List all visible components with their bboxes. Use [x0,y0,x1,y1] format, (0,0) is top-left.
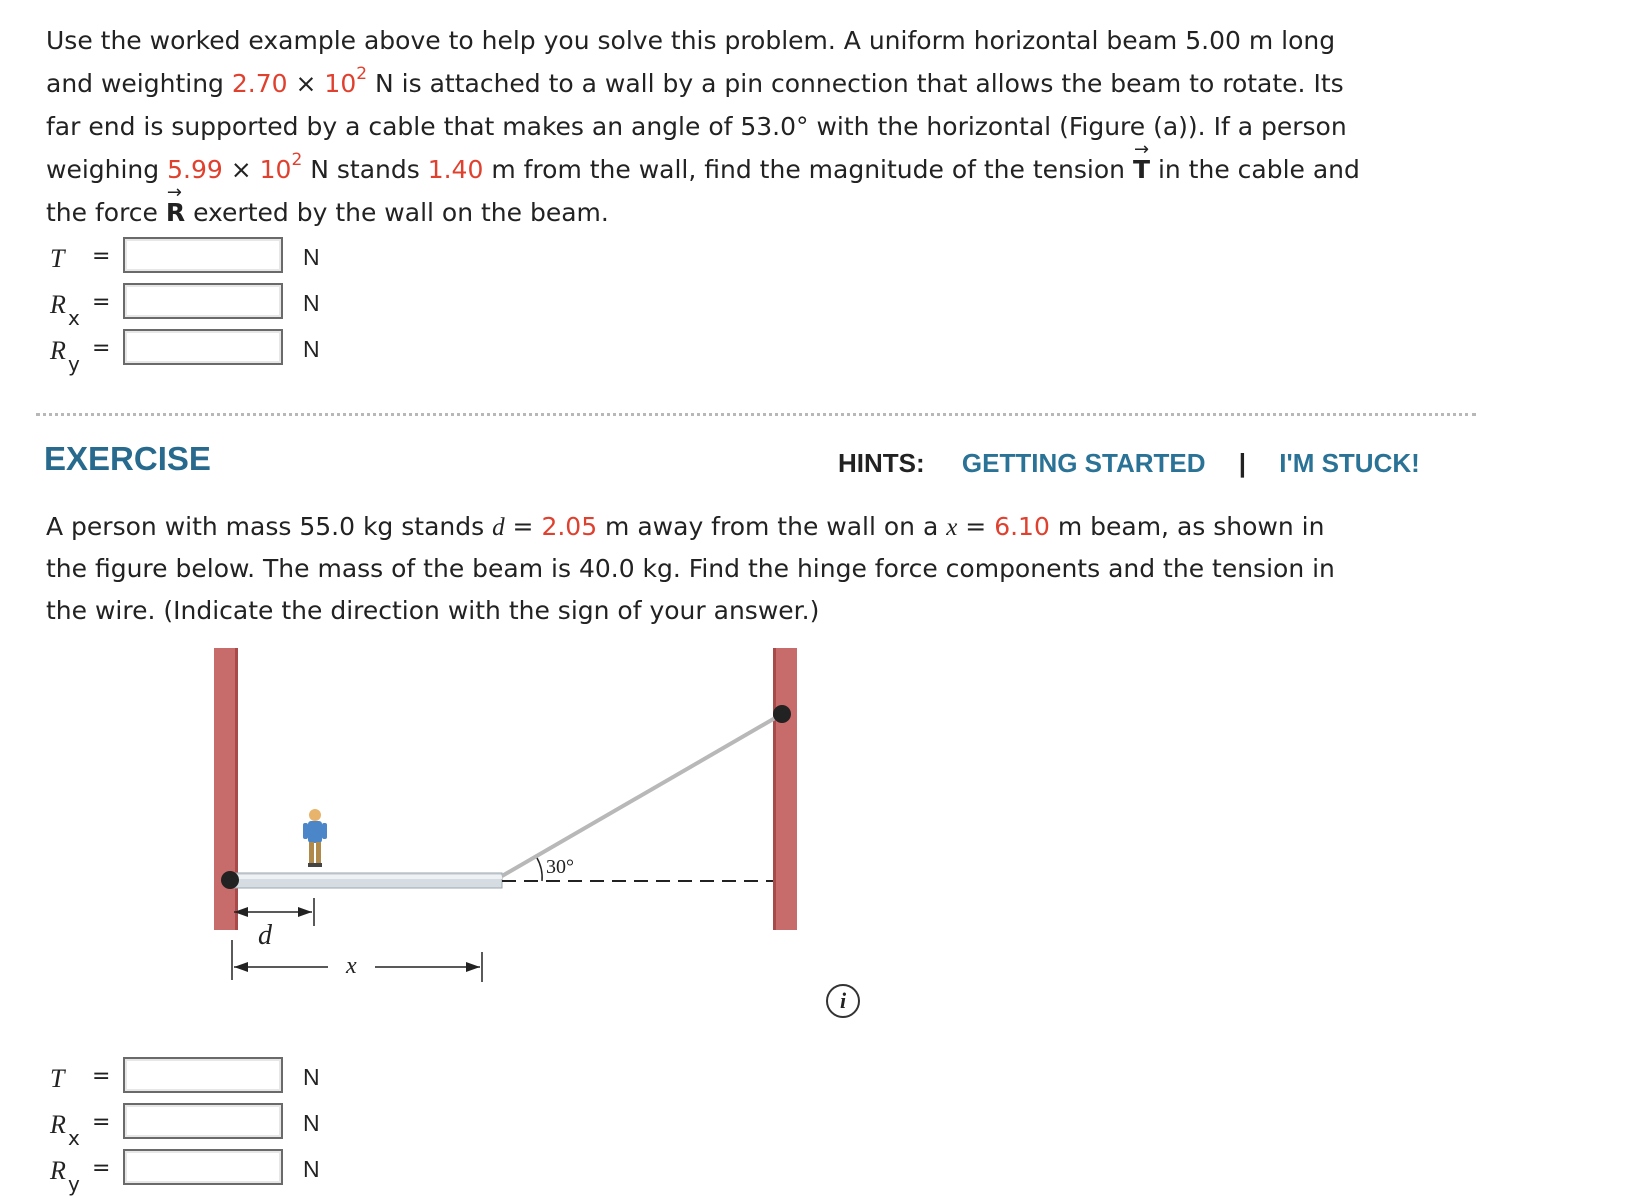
x-value: 6.10 [994,512,1050,541]
section-divider [36,413,1476,416]
right-wall [773,648,797,930]
exercise-rx-input[interactable] [123,1103,283,1139]
hinge-pin [221,871,239,889]
beam-weight-value: $2.70 \times 10^2$ [231,63,368,98]
x-label: x [346,953,357,979]
getting-started-link[interactable]: GETTING STARTED [961,448,1206,478]
person-weight-value: $5.99 \times 10^2$ [167,149,303,184]
exercise-line-3: the wire. (Indicate the direction with the sign of your answer.) [46,596,820,625]
person-distance-value: 1.40 [427,155,484,184]
support-cable [502,714,782,876]
x-arrow-left [234,962,248,972]
ry-input[interactable] [123,329,283,365]
hints-bar [838,448,1420,479]
exercise-line-1: A person with mass 55.0 kg stands d = 2.05 m away from the wall on a x = 6.10 m beam, as shown in [46,512,1325,541]
problem-line-3: far end is supported by a cable that makes an angle of 53.0° with the horizontal (Figure (a)). If a person [46,112,1347,141]
im-stuck-link[interactable]: I'M STUCK! [1279,448,1420,478]
angle-label: 30° [546,856,574,878]
d-arrow-right [298,907,312,917]
angle-arc [537,858,542,881]
beam-figure [200,640,820,1010]
exercise-line-2: the figure below. The mass of the beam is 40.0 kg. Find the hinge force components and the tension in [46,554,1335,583]
problem-line-4: weighing $5.99 \times 10^2$ N stands 1.40 m from the wall, find the magnitude of the tension T → in the cable and [46,149,1446,192]
exercise-heading: EXERCISE [44,440,211,477]
info-icon[interactable]: i [826,984,860,1018]
d-label: d [258,920,272,951]
problem-line-5: the force R → exerted by the wall on the beam. [46,192,1446,235]
tension-input[interactable] [123,237,283,273]
d-value: 2.05 [541,512,598,541]
hints-label: HINTS: [838,448,925,478]
problem-line-1: Use the worked example above to help you solve this problem. A uniform horizontal beam 5.00 m long [46,26,1336,55]
tension-vector-symbol: T → [1132,139,1150,184]
beam-highlight [232,875,502,879]
rx-input[interactable] [123,283,283,319]
exercise-statement [46,506,1446,632]
cable-anchor [773,705,791,723]
force-vector-symbol: R → [165,182,186,227]
right-wall-edge [773,648,776,930]
exercise-tension-input[interactable] [123,1057,283,1093]
problem-line-2: and weighting $2.70 \times 10^2$ N is attached to a wall by a pin connection that allows the beam to rotate. Its [46,63,1344,98]
problem-statement [46,20,1446,235]
hints-separator: | [1238,448,1247,478]
x-arrow-right [466,962,480,972]
person-figure [303,809,327,867]
exercise-ry-input[interactable] [123,1149,283,1185]
